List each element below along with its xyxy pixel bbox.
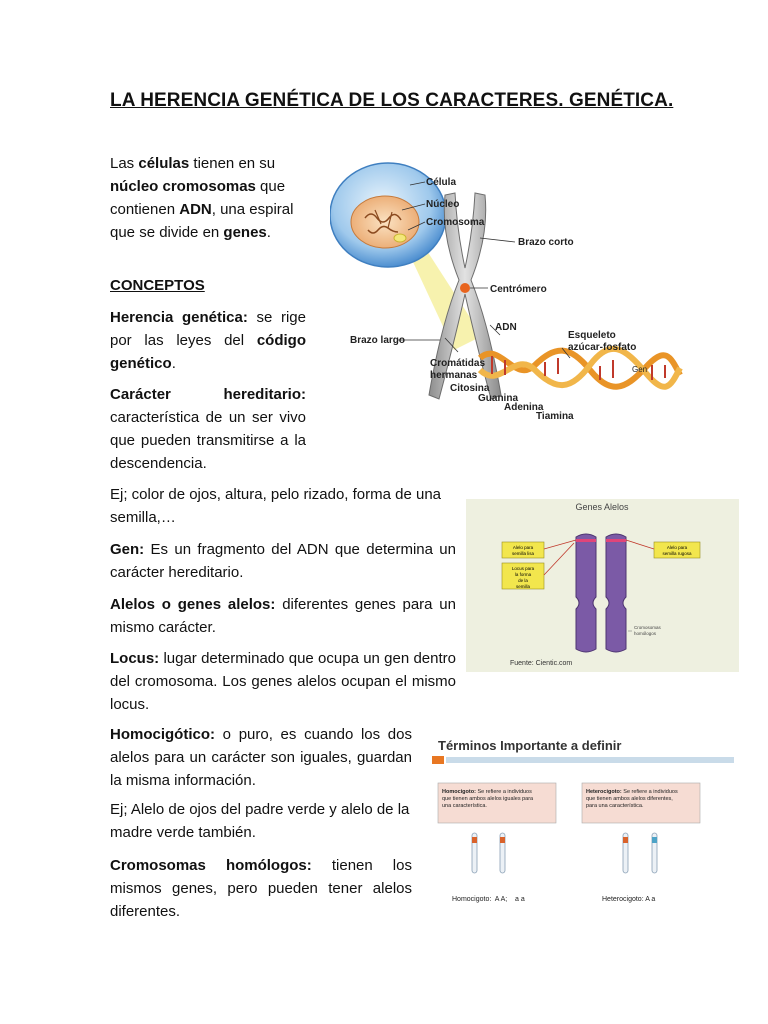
definition-text: característica de un ser vivo que pueden transmitirse a la descendencia. (110, 409, 306, 472)
definition-text: o puro, es cuando los dos alelos para un carácter son iguales, guardan la misma información. (110, 726, 412, 789)
intro-text: tienen en su (189, 155, 276, 172)
intro-text: . (266, 224, 271, 241)
figure-source: Fuente: Cientic.com (510, 660, 573, 667)
intro-text: Las (110, 155, 139, 172)
box-alelo-rugosa-line2: semilla rugosa (662, 551, 692, 556)
term-locus: Locus: (110, 650, 160, 667)
heterocigoto-line3: para una característica. (586, 803, 644, 809)
definition-cromosomas (110, 854, 412, 923)
page-title: LA HERENCIA GENÉTICA DE LOS CARACTERES. GENÉTICA. (110, 90, 674, 111)
box-alelo-lisa-line1: Alelo para (512, 545, 534, 550)
label-cromatidas: Cromátidas (430, 358, 486, 369)
label-adn: ADN (495, 322, 517, 333)
figure-title: Términos Importante a definir (438, 738, 622, 753)
cell-chromosome-dna-figure (330, 160, 690, 425)
accent-square (432, 756, 444, 764)
label-azucar-fosfato: azúcar-fosfato (568, 342, 637, 353)
term-alelos: Alelos o genes alelos: (110, 596, 276, 613)
definition-text: diferentes genes para un mismo carácter. (110, 596, 456, 636)
intro-text: que contienen (110, 178, 286, 218)
genes-alelos-figure (466, 499, 739, 672)
label-citosina: Citosina (450, 383, 490, 394)
definition-homocigotico (110, 723, 412, 792)
homocigoto-line3: una característica. (442, 803, 487, 809)
box-alelo-rugosa-line1: Alelo para (666, 545, 688, 550)
homo-chromosome-1 (472, 833, 477, 873)
centromere-dot (460, 283, 470, 293)
term-celulas: células (138, 155, 190, 172)
term-genes: genes (223, 224, 267, 241)
box-locus-line2: la forma (514, 572, 532, 577)
box-alelo-lisa-line2: semilla lisa (511, 551, 535, 556)
title-band (446, 757, 734, 763)
concepts-heading: CONCEPTOS (110, 277, 205, 294)
term-gen: Gen: (110, 541, 145, 558)
label-guanina: Guanina (478, 393, 519, 404)
definition-text: tienen los mismos genes, pero pueden tener alelos diferentes. (110, 857, 412, 920)
intro-paragraph (110, 152, 310, 244)
hetero-chromosome-1 (623, 833, 628, 873)
definition-text: se rige por las leyes del (110, 309, 306, 349)
example-1: Ej; color de ojos, altura, pelo rizado, forma de una semilla,… (110, 486, 442, 526)
label-centromero: Centrómero (490, 284, 547, 295)
homologous-chromosome-right (606, 534, 626, 652)
homocigoto-line2: que tienen ambos alelos iguales para (442, 796, 534, 802)
heterocigoto-line1: Heterocigoto: Se refiere a individuos (586, 789, 678, 795)
label-cromosomas: Cromosomas (634, 625, 661, 630)
label-cromosoma: Cromosoma (426, 217, 485, 228)
term-adn: ADN (179, 201, 212, 218)
label-esqueleto: Esqueleto (568, 330, 616, 341)
term-codigo-genetico: código genético (110, 332, 306, 372)
term-herencia: Herencia genética: (110, 309, 248, 326)
homocigoto-line1: Homocigoto: Se refiere a individuos (442, 789, 532, 795)
heterocigoto-caption: Heterocigoto: A a (602, 896, 656, 903)
definition-text: Es un fragmento del ADN que determina un carácter hereditario. (110, 541, 456, 581)
label-gen: Gen (632, 365, 648, 374)
label-nucleo: Núcleo (426, 199, 460, 210)
box-locus-line1: Locus para (511, 566, 535, 571)
terminos-figure (430, 733, 740, 913)
term-nucleo-cromosomas: núcleo cromosomas (110, 178, 256, 195)
box-locus-line4: semilla (515, 584, 531, 589)
term-cromosomas-homologos: Cromosomas homólogos: (110, 857, 312, 874)
homo-chromosome-2 (500, 833, 505, 873)
label-tiamina: Tiamina (536, 411, 574, 422)
definition-gen (110, 538, 456, 584)
label-celula: Célula (426, 177, 457, 188)
intro-text: , una espiral que se divide en (110, 201, 294, 241)
definition-caracter (110, 383, 306, 475)
definition-locus (110, 647, 456, 716)
label-adenina: Adenina (504, 402, 544, 413)
box-locus-line3: de la (518, 578, 528, 583)
term-caracter: Carácter hereditario: (110, 386, 306, 403)
heterocigoto-line2: que tienen ambos alelos diferentes, (586, 796, 673, 802)
label-homologos: homólogos (634, 631, 657, 636)
label-brazo-corto: Brazo corto (518, 237, 574, 248)
homocigoto-caption: Homocigoto: A A; a a (452, 896, 525, 903)
definition-text: . (171, 355, 176, 372)
definition-text: lugar determinado que ocupa un gen dentro del cromosoma. Los genes alelos ocupan el mismo locus. (110, 650, 456, 713)
term-homocigotico: Homocigótico: (110, 726, 215, 743)
figure-title: Genes Alelos (575, 502, 629, 512)
homologous-chromosome-left (576, 534, 596, 652)
definition-alelos (110, 593, 456, 639)
dna-helix (480, 349, 680, 387)
example-2: Ej; Alelo de ojos del padre verde y alelo de la madre verde también. (110, 801, 410, 841)
definition-herencia (110, 306, 306, 375)
hetero-chromosome-2 (652, 833, 657, 873)
label-brazo-largo: Brazo largo (350, 335, 406, 346)
label-hermanas: hermanas (430, 370, 478, 381)
